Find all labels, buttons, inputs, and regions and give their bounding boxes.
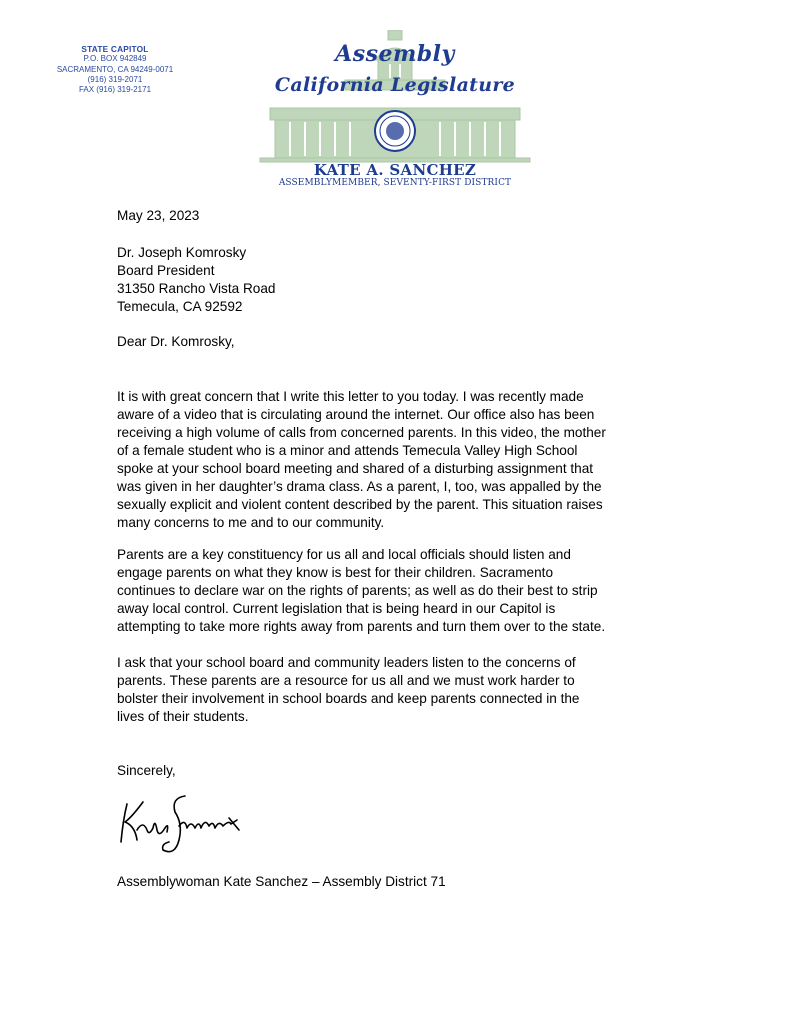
address-title: STATE CAPITOL [81, 44, 149, 54]
address-line: P.O. BOX 942849 [83, 54, 147, 64]
address-line: (916) 319-2071 [87, 74, 143, 84]
recipient-block [117, 244, 677, 316]
paragraph-line: bolster their involvement in school boards and keep parents connected in the [117, 691, 580, 706]
closing: Sincerely, [117, 763, 176, 778]
signer-name: Assemblywoman Kate Sanchez – Assembly District 71 [117, 874, 446, 889]
letterhead [250, 30, 540, 192]
paragraph-line: of a female student who is a minor and attends Temecula Valley High School [117, 443, 578, 458]
letter-date: May 23, 2023 [117, 208, 200, 223]
paragraph-line: aware of a video that is circulating around the internet. Our office also has been [117, 407, 595, 422]
paragraph-line: receiving a high volume of calls from concerned parents. In this video, the mother [117, 425, 606, 440]
salutation: Dear Dr. Komrosky, [117, 334, 235, 349]
paragraph-line: many concerns to me and to our community. [117, 515, 385, 530]
paragraph-line: It is with great concern that I write this letter to you today. I was recently made [117, 389, 584, 404]
paragraph-line: spoke at your school board meeting and shared of a disturbing assignment that [117, 461, 594, 476]
paragraph-line: I ask that your school board and community leaders listen to the concerns of [117, 655, 576, 670]
handwritten-signature [113, 790, 253, 870]
paragraph-3 [117, 654, 677, 726]
recipient-line: Temecula, CA 92592 [117, 299, 243, 314]
member-title: ASSEMBLYMEMBER, SEVENTY-FIRST DISTRICT [278, 178, 512, 188]
letterhead-assembly: Assembly [335, 41, 455, 67]
paragraph-1 [117, 388, 677, 532]
paragraph-line: lives of their students. [117, 709, 249, 724]
address-line: FAX (916) 319-2171 [78, 85, 152, 95]
address-line: SACRAMENTO, CA 94249-0071 [56, 64, 174, 74]
paragraph-line: away local control. Current legislation that is being heard in our Capitol is [117, 601, 556, 616]
letterhead-legislature: California Legislature [274, 74, 516, 96]
state-seal-icon [375, 111, 415, 151]
paragraph-line: was given in her daughter’s drama class. As a parent, I, too, was appalled by the [117, 479, 602, 494]
recipient-line: Board President [117, 263, 215, 278]
paragraph-line: continues to declare war on the rights of parents; as well as do their best to strip [117, 583, 598, 598]
paragraph-line: attempting to take more rights away from parents and turn them over to the state. [117, 619, 606, 634]
paragraph-2 [117, 546, 677, 636]
recipient-line: Dr. Joseph Komrosky [117, 245, 247, 260]
paragraph-line: Parents are a key constituency for us all and local officials should listen and [117, 547, 571, 562]
member-name: KATE A. SANCHEZ [313, 161, 477, 179]
paragraph-line: parents. These parents are a resource for us all and we must work harder to [117, 673, 575, 688]
address-block [40, 44, 190, 95]
recipient-line: 31350 Rancho Vista Road [117, 281, 276, 296]
paragraph-line: sexually explicit and violent content described by the parent. This situation raises [117, 497, 603, 512]
paragraph-line: engage parents on what they know is best for their children. Sacramento [117, 565, 554, 580]
